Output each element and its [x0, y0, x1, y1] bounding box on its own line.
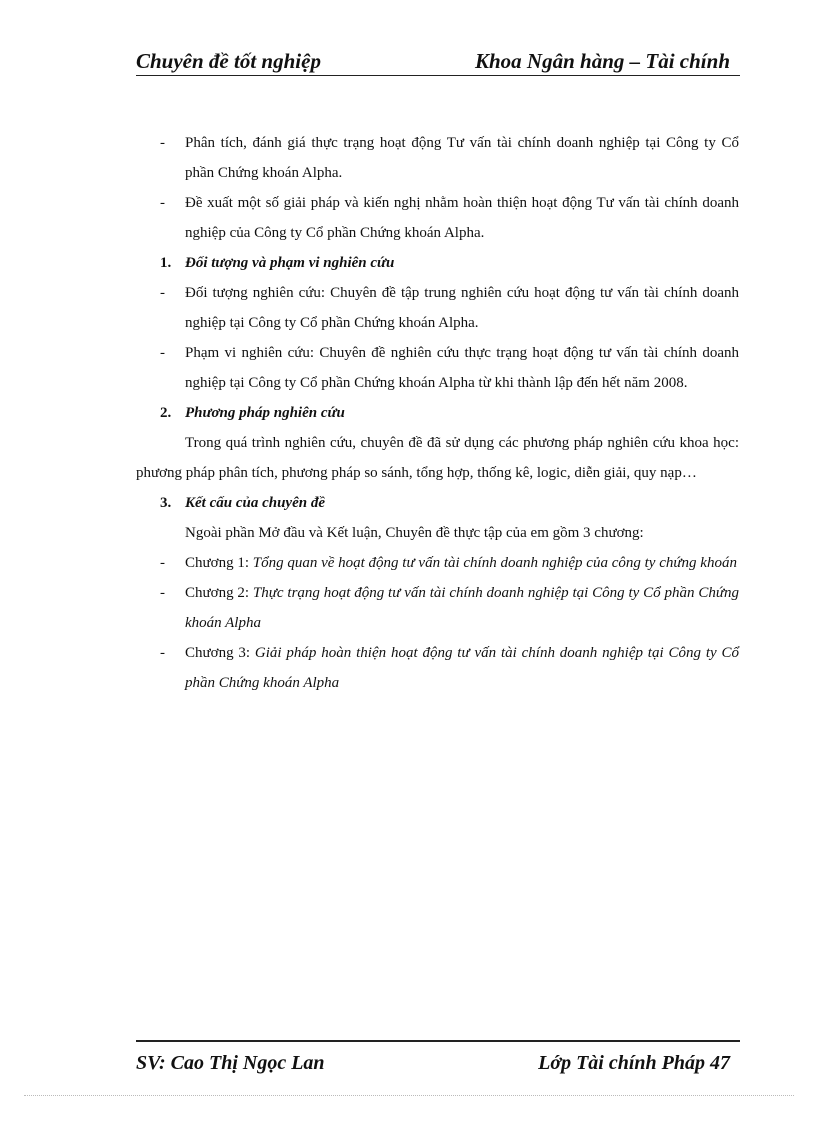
chapter-label: Chương 1: [185, 555, 253, 571]
chapter-title: Thực trạng hoạt động tư vấn tài chính doanh nghiệp tại Công ty Cổ phần Chứng khoán Alpha [185, 585, 739, 631]
chapter-title: Tổng quan về hoạt động tư vấn tài chính doanh nghiệp của công ty chứng khoán [252, 555, 737, 571]
bullet-dash: - [160, 555, 165, 571]
chapter-label: Chương 3: [185, 645, 255, 661]
page-footer [136, 1040, 740, 1074]
chapter-label: Chương 2: [185, 585, 253, 601]
section-number: 2. [160, 405, 172, 421]
section-heading-2 [136, 398, 739, 428]
bullet-dash: - [160, 195, 165, 211]
chapter-item [136, 638, 739, 698]
list-item-text: Phân tích, đánh giá thực trạng hoạt động Tư vấn tài chính doanh nghiệp tại Công ty Cổ phần Chứng khoán Alpha. [185, 135, 739, 181]
page-bottom-divider [24, 1095, 794, 1096]
list-item-text: Đối tượng nghiên cứu: Chuyên đề tập trung nghiên cứu hoạt động tư vấn tài chính doanh nghiệp tại Công ty Cổ phần Chứng khoán Alpha. [185, 285, 739, 331]
section-number: 1. [160, 255, 172, 271]
chapter-item [136, 548, 739, 578]
chapter-title: Giải pháp hoàn thiện hoạt động tư vấn tài chính doanh nghiệp tại Công ty Cổ phần Chứng khoán Alpha [185, 645, 739, 691]
bullet-dash: - [160, 645, 165, 661]
methods-paragraph: Trong quá trình nghiên cứu, chuyên đề đã sử dụng các phương pháp nghiên cứu khoa học: phương pháp phân tích, phương pháp so sánh, tổng hợp, thống kê, logic, diễn giải, quy nạp… [136, 435, 739, 481]
bullet-dash: - [160, 285, 165, 301]
bullet-dash: - [160, 585, 165, 601]
structure-intro: Ngoài phần Mở đầu và Kết luận, Chuyên đề thực tập của em gồm 3 chương: [185, 525, 644, 541]
header-right-title: Khoa Ngân hàng – Tài chính [475, 49, 730, 73]
header-left-title: Chuyên đề tốt nghiệp [136, 49, 321, 73]
section-title: Kết cấu của chuyên đề [185, 495, 325, 511]
document-body [136, 128, 739, 698]
bullet-dash: - [160, 135, 165, 151]
list-item [136, 278, 739, 338]
footer-class-name: Lớp Tài chính Pháp 47 [538, 1052, 730, 1074]
list-item [136, 128, 739, 188]
section-heading-3 [136, 488, 739, 518]
section-title: Đối tượng và phạm vi nghiên cứu [185, 255, 395, 271]
page-header [136, 47, 740, 76]
list-item-text: Phạm vi nghiên cứu: Chuyên đề nghiên cứu thực trạng hoạt động tư vấn tài chính doanh nghiệp tại Công ty Cổ phần Chứng khoán Alpha từ khi thành lập đến hết năm 2008. [185, 345, 739, 391]
list-item-text: Đề xuất một số giải pháp và kiến nghị nhằm hoàn thiện hoạt động Tư vấn tài chính doanh nghiệp của Công ty Cổ phần Chứng khoán Alpha. [185, 195, 739, 241]
list-item [136, 338, 739, 398]
section-heading-1 [136, 248, 739, 278]
chapter-item [136, 578, 739, 638]
footer-student-name: SV: Cao Thị Ngọc Lan [136, 1052, 325, 1074]
section-title: Phương pháp nghiên cứu [185, 405, 345, 421]
section-number: 3. [160, 495, 172, 511]
list-item [136, 188, 739, 248]
bullet-dash: - [160, 345, 165, 361]
